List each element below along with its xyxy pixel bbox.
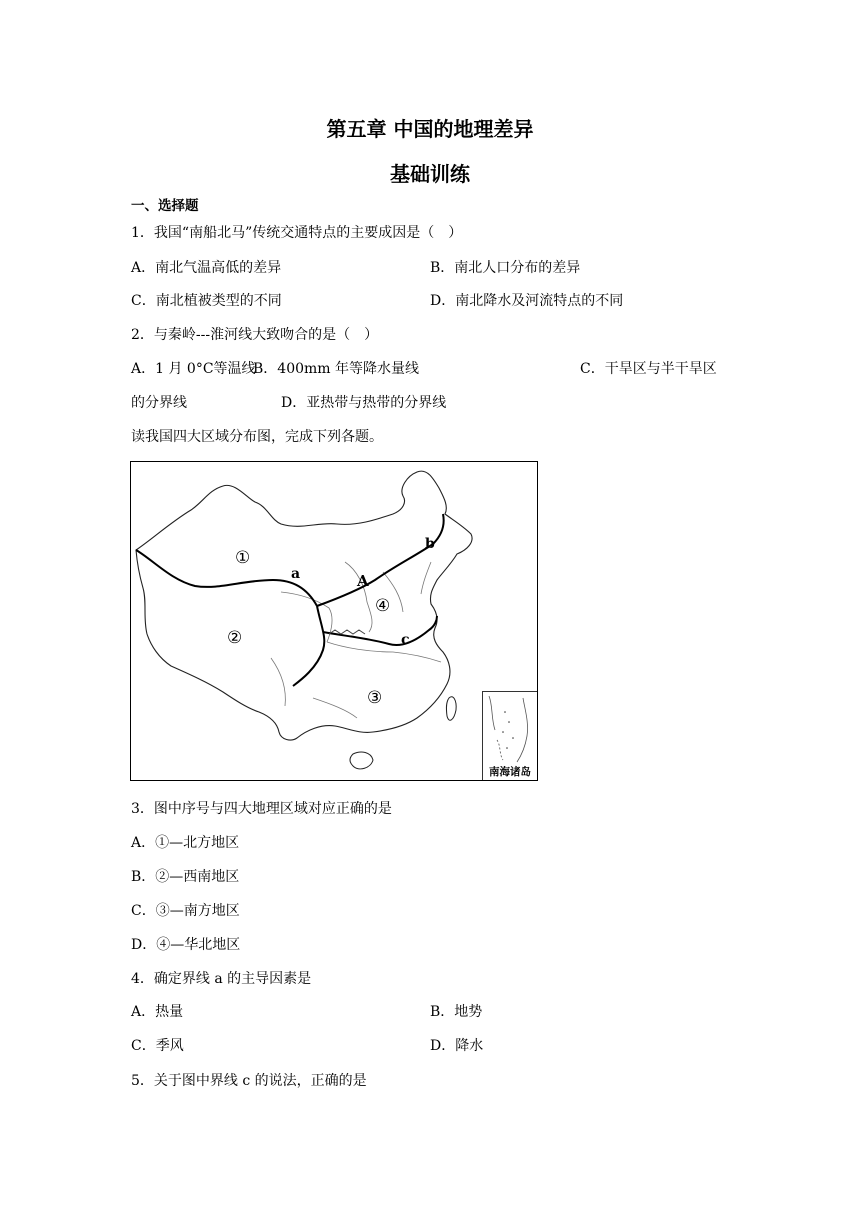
q1-stem: 1．我国“南船北马”传统交通特点的主要成因是（ ）: [131, 225, 463, 241]
q2-option-c-continued: 的分界线: [131, 395, 187, 411]
q1-option-b: B．南北人口分布的差异: [430, 260, 581, 276]
q1-option-d: D．南北降水及河流特点的不同: [430, 293, 624, 309]
q2-option-b: B．400mm 年等降水量线: [253, 361, 420, 377]
q3-stem: 3．图中序号与四大地理区域对应正确的是: [131, 801, 392, 817]
inset-label: 南海诸岛: [489, 766, 531, 778]
q2-option-c: C．干旱区与半干旱区: [580, 361, 717, 377]
q4-option-c: C．季风: [131, 1038, 184, 1054]
q3-option-b: B．②—西南地区: [131, 869, 240, 885]
q2-option-d: D．亚热带与热带的分界线: [281, 395, 447, 411]
map-label-line-c: c: [401, 632, 410, 648]
q2-option-a: A．1 月 0°C等温线: [131, 361, 256, 377]
map-label-region-1: ①: [235, 548, 251, 568]
map-label-line-b: b: [425, 536, 435, 552]
q1-option-c: C．南北植被类型的不同: [131, 293, 282, 309]
q3-option-d: D．④—华北地区: [131, 937, 241, 953]
q4-stem: 4．确定界线 a 的主导因素是: [131, 971, 312, 987]
section-subtitle: 基础训练: [390, 162, 470, 186]
china-outline-map: [131, 462, 538, 781]
q4-option-a: A．热量: [131, 1004, 184, 1020]
q4-option-d: D．降水: [430, 1038, 484, 1054]
q4-option-b: B．地势: [430, 1004, 483, 1020]
q2-stem: 2．与秦岭---淮河线大致吻合的是（ ）: [131, 327, 379, 343]
q1-option-a: A．南北气温高低的差异: [131, 260, 282, 276]
q3-option-c: C．③—南方地区: [131, 903, 240, 919]
south-china-sea-inset: [482, 691, 537, 780]
map-label-region-3: ③: [367, 688, 383, 708]
map-label-line-a: a: [291, 566, 301, 582]
china-regions-map: [130, 461, 538, 781]
q5-stem: 5．关于图中界线 c 的说法，正确的是: [131, 1073, 367, 1089]
map-label-region-4: ④: [375, 596, 391, 616]
map-label-region-2: ②: [227, 628, 243, 648]
map-read-prompt: 读我国四大区域分布图，完成下列各题。: [131, 429, 383, 445]
section-heading: 一、选择题: [131, 198, 199, 214]
map-label-point-a: A: [357, 572, 369, 590]
chapter-title: 第五章 中国的地理差异: [326, 117, 534, 141]
q3-option-a: A．①—北方地区: [131, 835, 240, 851]
